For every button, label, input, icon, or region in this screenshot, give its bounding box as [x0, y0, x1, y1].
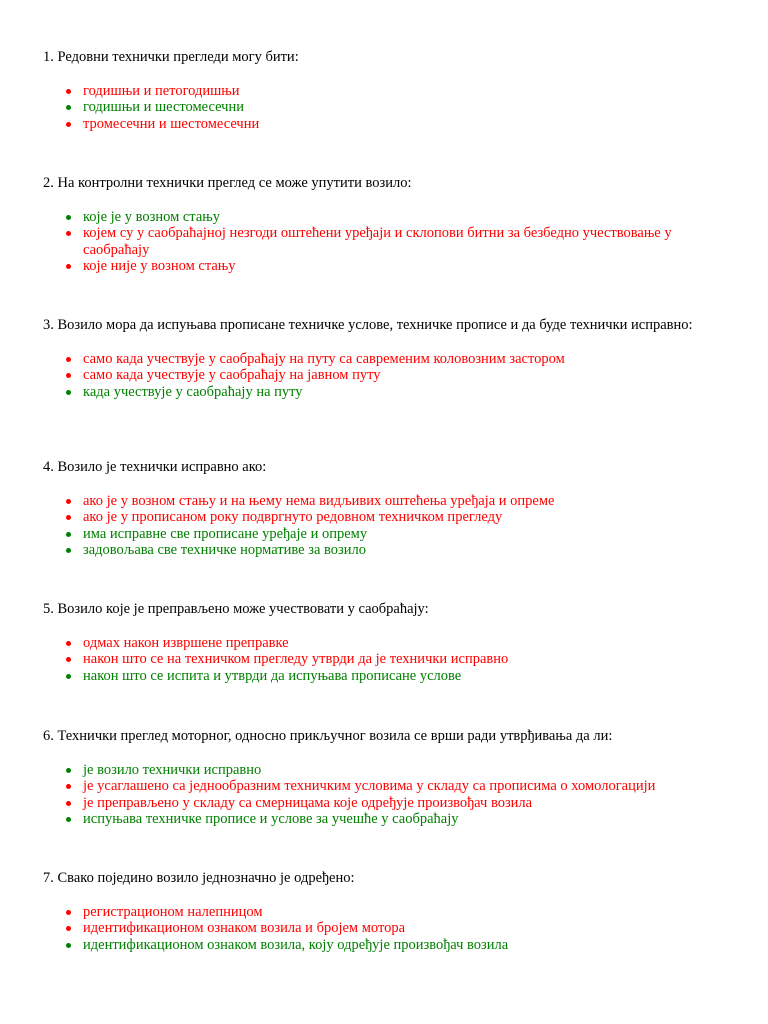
answer-text: задовољава све техничке нормативе за возило: [83, 542, 366, 558]
bullet-icon: [66, 548, 71, 553]
bullet-icon: [66, 801, 71, 806]
answer-text: идентификационом ознаком возила, коју одређује произвођач возила: [83, 936, 509, 953]
bullet-icon: [66, 215, 71, 220]
answer-list: [43, 209, 723, 275]
answer-item: [43, 509, 723, 526]
question-text: 1. Редовни технички прегледи могу бити:: [43, 49, 299, 65]
answer-list: [43, 351, 723, 401]
answer-text: које није у возном стању: [83, 258, 236, 274]
answer-text: је усаглашено са једнообразним техничким условима у складу са прописима о хомологацији: [83, 778, 656, 794]
answer-text: само када учествује у саобраћају на путу са савременим коловозним застором: [83, 350, 565, 367]
bullet-icon: [66, 373, 71, 378]
answer-item: [43, 904, 723, 921]
answer-item: [43, 811, 723, 828]
answer-list: [43, 635, 723, 685]
answer-item: [43, 493, 723, 510]
bullet-icon: [66, 926, 71, 931]
answer-text: када учествује у саобраћају на путу: [83, 383, 303, 400]
answer-item: [43, 384, 723, 401]
question-text: 3. Возило мора да испуњава прописане техничке услове, техничке прописе и да буде технички исправно:: [43, 317, 693, 333]
bullet-icon: [66, 910, 71, 915]
bullet-icon: [66, 231, 71, 236]
answer-text: одмах након извршене преправке: [83, 634, 289, 651]
question-text: 2. На контролни технички преглед се може упутити возило:: [43, 175, 412, 191]
answer-item: [43, 526, 723, 543]
answer-list: [43, 83, 723, 133]
answer-item: [43, 651, 723, 668]
bullet-icon: [66, 817, 71, 822]
answer-text: којем су у саобраћајној незгоди оштећени уређаји и склопови битни за безбедно учествовање у саобраћају: [83, 225, 672, 258]
answer-item: [43, 795, 723, 812]
answer-text: након што се на техничком прегледу утврди да је технички исправно: [83, 651, 509, 667]
bullet-icon: [66, 89, 71, 94]
question-6: [43, 728, 723, 828]
question-text: 7. Свако поједино возило једнозначно је одређено:: [43, 870, 355, 886]
question-5: [43, 601, 723, 684]
answer-text: које је у возном стању: [83, 208, 220, 225]
bullet-icon: [66, 657, 71, 662]
answer-text: ако је у возном стању и на њему нема видљивих оштећења уређаја и опреме: [83, 492, 555, 509]
bullet-icon: [66, 943, 71, 948]
question-7: [43, 870, 723, 953]
bullet-icon: [66, 674, 71, 679]
bullet-icon: [66, 641, 71, 646]
bullet-icon: [66, 784, 71, 789]
question-text: 5. Возило које је преправљено може учествовати у саобраћају:: [43, 601, 429, 617]
answer-item: [43, 116, 723, 133]
answer-item: [43, 937, 723, 954]
bullet-icon: [66, 390, 71, 395]
bullet-icon: [66, 532, 71, 537]
question-text: 6. Технички преглед моторног, односно прикључног возила се врши ради утврђивања да ли:: [43, 728, 613, 744]
answer-item: [43, 920, 723, 937]
question-2: [43, 175, 723, 275]
answer-text: има исправне све прописане уређаје и опрему: [83, 525, 368, 542]
answer-item: [43, 258, 723, 275]
bullet-icon: [66, 264, 71, 269]
answer-item: [43, 542, 723, 559]
answer-item: [43, 209, 723, 226]
answer-text: након што се испита и утврди да испуњава прописане услове: [83, 667, 462, 684]
answer-text: годишњи и шестомесечни: [83, 99, 244, 115]
answer-text: ако је у прописаном року подвргнуто редовном техничком прегледу: [83, 509, 503, 525]
answer-item: [43, 351, 723, 368]
answer-text: идентификационом ознаком возила и бројем мотора: [83, 920, 406, 936]
answer-text: годишњи и петогодишњи: [83, 82, 240, 99]
answer-item: [43, 225, 723, 258]
bullet-icon: [66, 357, 71, 362]
answer-item: [43, 778, 723, 795]
answer-item: [43, 83, 723, 100]
answer-text: је преправљено у складу са смерницама које одређује произвођач возила: [83, 794, 533, 811]
answer-list: [43, 493, 723, 559]
answer-item: [43, 99, 723, 116]
bullet-icon: [66, 499, 71, 504]
answer-item: [43, 367, 723, 384]
question-text: 4. Возило је технички исправно ако:: [43, 459, 267, 475]
bullet-icon: [66, 515, 71, 520]
bullet-icon: [66, 122, 71, 127]
answer-text: испуњава техничке прописе и услове за учешће у саобраћају: [83, 811, 459, 827]
question-4: [43, 459, 723, 559]
bullet-icon: [66, 768, 71, 773]
bullet-icon: [66, 105, 71, 110]
answer-item: [43, 762, 723, 779]
answer-text: тромесечни и шестомесечни: [83, 115, 260, 132]
answer-item: [43, 635, 723, 652]
answer-list: [43, 904, 723, 954]
answer-text: је возило технички исправно: [83, 761, 262, 778]
answer-item: [43, 668, 723, 685]
answer-text: регистрационом налепницом: [83, 903, 263, 920]
answer-text: само када учествује у саобраћају на јавном путу: [83, 367, 381, 383]
answer-list: [43, 762, 723, 828]
question-1: [43, 49, 723, 132]
question-3: [43, 317, 723, 400]
